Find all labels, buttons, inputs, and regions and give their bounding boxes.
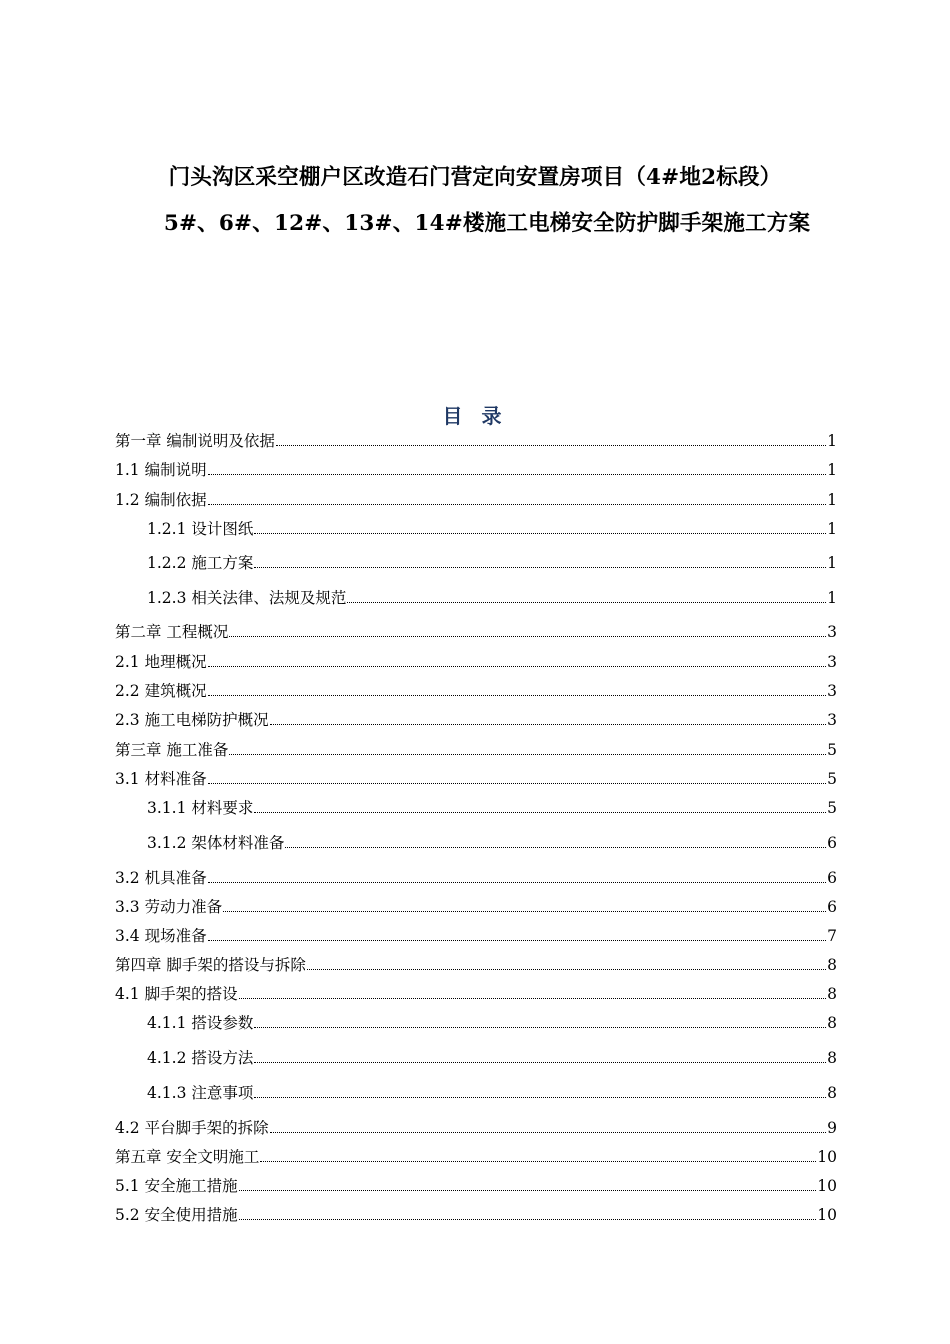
toc-entry[interactable]: [115, 651, 837, 673]
toc-entry-page-number: 6: [827, 834, 837, 852]
toc-dot-leader: [208, 490, 827, 505]
toc-entry[interactable]: [115, 954, 837, 976]
toc-entry[interactable]: [115, 768, 837, 790]
toc-entry-title: 4.1.2 搭设方法: [147, 1049, 254, 1067]
toc-entry[interactable]: [115, 1117, 837, 1139]
toc-entry[interactable]: [147, 518, 837, 540]
toc-dot-leader: [239, 1205, 817, 1220]
toc-entry[interactable]: [115, 896, 837, 918]
toc-entry[interactable]: [147, 552, 837, 574]
toc-entry-title: 第三章 施工准备: [115, 741, 229, 759]
toc-entry-title: 2.3 施工电梯防护概况: [115, 711, 269, 729]
toc-entry-page-number: 5: [827, 770, 837, 788]
toc-entry-title: 3.4 现场准备: [115, 927, 207, 945]
toc-dot-leader: [239, 984, 827, 999]
toc-entry-page-number: 6: [827, 898, 837, 916]
toc-entry-page-number: 1: [827, 589, 837, 607]
toc-dot-leader: [254, 1048, 826, 1063]
toc-entry-page-number: 5: [827, 741, 837, 759]
toc-dot-leader: [208, 926, 827, 941]
toc-dot-leader: [254, 1083, 826, 1098]
toc-entry[interactable]: [115, 1204, 837, 1226]
toc-entry[interactable]: [115, 1175, 837, 1197]
toc-entry-page-number: 8: [827, 956, 837, 974]
toc-entry-title: 3.3 劳动力准备: [115, 898, 223, 916]
toc-dot-leader: [208, 652, 827, 667]
toc-entry-title: 1.1 编制说明: [115, 461, 207, 479]
toc-entry-title: 2.2 建筑概况: [115, 682, 207, 700]
toc-entry[interactable]: [147, 1047, 837, 1069]
document-title-line-1: 门头沟区采空棚户区改造石门营定向安置房项目（4#地2标段）: [168, 165, 782, 190]
toc-dot-leader: [254, 798, 826, 813]
toc-dot-leader: [223, 897, 826, 912]
toc-entry-title: 第二章 工程概况: [115, 623, 229, 641]
toc-dot-leader: [254, 553, 826, 568]
toc-entry-title: 4.1.3 注意事项: [147, 1084, 254, 1102]
toc-entry[interactable]: [147, 797, 837, 819]
toc-entry-page-number: 3: [827, 623, 837, 641]
toc-dot-leader: [276, 431, 826, 446]
toc-heading: 目 录: [442, 404, 508, 428]
toc-entry[interactable]: [115, 459, 837, 481]
toc-entry-title: 4.1.1 搭设参数: [147, 1014, 254, 1032]
toc-entry-page-number: 3: [827, 711, 837, 729]
toc-entry-page-number: 1: [827, 491, 837, 509]
toc-entry-title: 1.2.1 设计图纸: [147, 520, 254, 538]
toc-dot-leader: [254, 1013, 826, 1028]
toc-entry-title: 第五章 安全文明施工: [115, 1148, 260, 1166]
toc-entry-title: 4.2 平台脚手架的拆除: [115, 1119, 269, 1137]
toc-entry-title: 3.2 机具准备: [115, 869, 207, 887]
toc-entry-page-number: 1: [827, 520, 837, 538]
toc-entry[interactable]: [115, 1146, 837, 1168]
toc-entry-page-number: 1: [827, 554, 837, 572]
toc-dot-leader: [229, 622, 826, 637]
toc-entry-title: 5.2 安全使用措施: [115, 1206, 238, 1224]
toc-entry-page-number: 3: [827, 682, 837, 700]
toc-dot-leader: [307, 955, 826, 970]
toc-entry[interactable]: [115, 430, 837, 452]
toc-dot-leader: [254, 519, 826, 534]
toc-entry-page-number: 1: [827, 461, 837, 479]
toc-dot-leader: [347, 588, 826, 603]
document-title-line-2: 5#、6#、12#、13#、14#楼施工电梯安全防护脚手架施工方案: [163, 211, 811, 236]
toc-entry-page-number: 10: [817, 1206, 837, 1224]
toc-dot-leader: [208, 769, 827, 784]
toc-entry-page-number: 6: [827, 869, 837, 887]
toc-dot-leader: [208, 868, 827, 883]
toc-dot-leader: [285, 833, 826, 848]
toc-entry-page-number: 8: [827, 1084, 837, 1102]
toc-entry-page-number: 9: [827, 1119, 837, 1137]
toc-entry-page-number: 5: [827, 799, 837, 817]
toc-entry-title: 1.2.3 相关法律、法规及规范: [147, 589, 347, 607]
toc-dot-leader: [270, 710, 827, 725]
toc-entry-title: 5.1 安全施工措施: [115, 1177, 238, 1195]
toc-entry-title: 第四章 脚手架的搭设与拆除: [115, 956, 306, 974]
toc-dot-leader: [270, 1118, 827, 1133]
toc-entry-page-number: 8: [827, 1014, 837, 1032]
toc-entry-title: 2.1 地理概况: [115, 653, 207, 671]
toc-entry-title: 3.1.2 架体材料准备: [147, 834, 285, 852]
toc-dot-leader: [239, 1176, 817, 1191]
toc-entry[interactable]: [147, 1012, 837, 1034]
toc-dot-leader: [208, 681, 827, 696]
toc-entry-page-number: 3: [827, 653, 837, 671]
toc-entry-page-number: 7: [827, 927, 837, 945]
toc-entry-page-number: 1: [827, 432, 837, 450]
toc-entry[interactable]: [115, 983, 837, 1005]
toc-entry-title: 3.1.1 材料要求: [147, 799, 254, 817]
toc-entry-title: 1.2 编制依据: [115, 491, 207, 509]
toc-entry-page-number: 8: [827, 985, 837, 1003]
toc-entry[interactable]: [115, 680, 837, 702]
toc-entry-title: 4.1 脚手架的搭设: [115, 985, 238, 1003]
toc-entry-page-number: 10: [817, 1177, 837, 1195]
toc-entry-title: 3.1 材料准备: [115, 770, 207, 788]
toc-entry-page-number: 10: [817, 1148, 837, 1166]
toc-entry-page-number: 8: [827, 1049, 837, 1067]
toc-entry[interactable]: [147, 587, 837, 609]
toc-entry[interactable]: [115, 925, 837, 947]
toc-dot-leader: [260, 1147, 816, 1162]
toc-dot-leader: [229, 740, 826, 755]
toc-entry[interactable]: [147, 832, 837, 854]
toc-dot-leader: [208, 460, 827, 475]
toc-entry[interactable]: [147, 1082, 837, 1104]
toc-entry[interactable]: [115, 739, 837, 761]
toc-entry[interactable]: [115, 867, 837, 889]
toc-entry-title: 第一章 编制说明及依据: [115, 432, 275, 450]
toc-entry-title: 1.2.2 施工方案: [147, 554, 254, 572]
toc-entry[interactable]: [115, 709, 837, 731]
toc-entry[interactable]: [115, 621, 837, 643]
toc-entry[interactable]: [115, 489, 837, 511]
